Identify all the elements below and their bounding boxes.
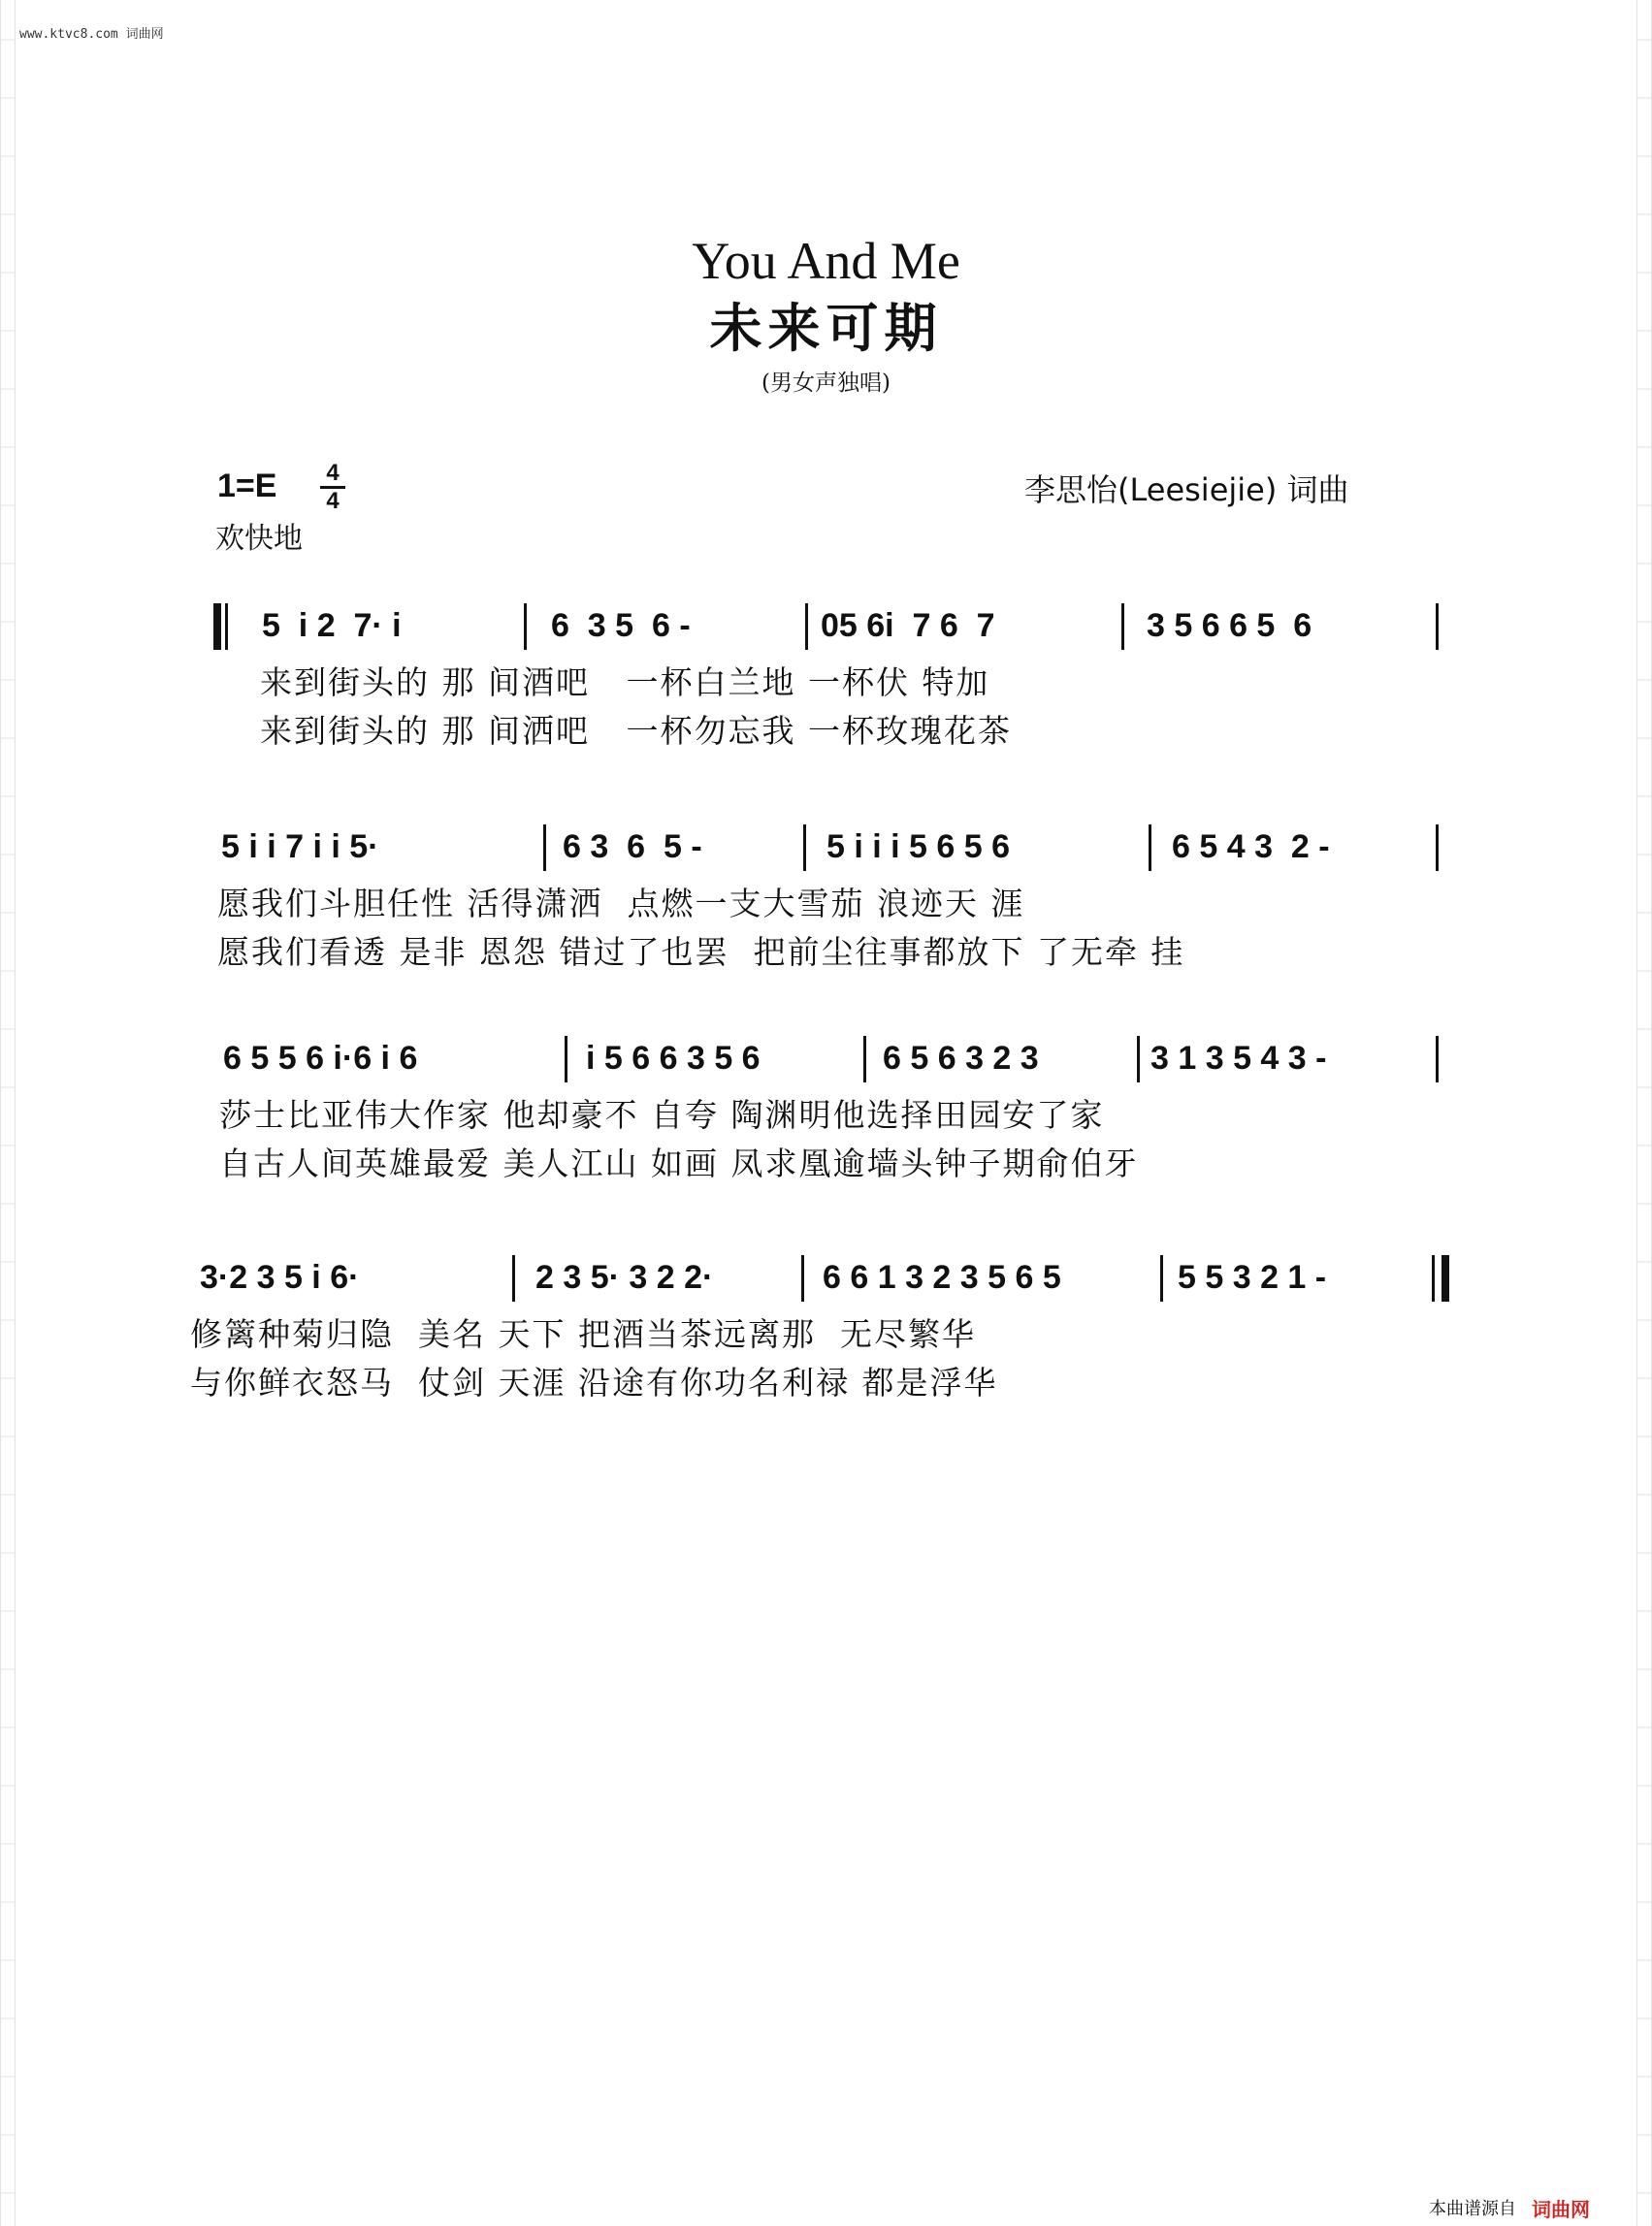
measure-notes: 6 5 5 6 i·6 i 6	[223, 1040, 418, 1077]
measure-notes: 5 i i i 5 6 5 6	[826, 828, 1011, 865]
lyrics-verse-1: 愿我们斗胆任性 活得潇洒 点燃一支大雪茄 浪迹天 涯	[217, 885, 1025, 922]
barline	[1160, 1255, 1163, 1302]
measure-notes: 2 3 5· 3 2 2·	[535, 1259, 714, 1296]
barline	[1121, 603, 1124, 650]
measure-notes: 6 3 5 6 -	[551, 607, 691, 644]
barline	[512, 1255, 515, 1302]
time-signature	[320, 462, 345, 513]
barline	[801, 1255, 804, 1302]
barline	[524, 603, 527, 650]
key-signature: 1=E	[217, 468, 277, 504]
measure-notes: 3 1 3 5 4 3 -	[1150, 1040, 1327, 1077]
barline	[1149, 824, 1151, 871]
final-barline-thin	[1432, 1255, 1435, 1302]
barline	[543, 824, 546, 871]
barline	[565, 1036, 567, 1082]
site-url: www.ktvc8.com 词曲网	[19, 27, 164, 42]
lyrics-verse-2: 来到街头的 那 间洒吧 一杯勿忘我 一杯玫瑰花茶	[260, 712, 1012, 750]
measure-notes: 5 i 2 7· i	[262, 607, 402, 644]
measure-notes: 6 3 6 5 -	[563, 828, 702, 865]
song-title-chinese: 未来可期	[709, 297, 943, 359]
barline	[805, 603, 808, 650]
performance-note: (男女声独唱)	[761, 371, 891, 396]
lyrics-verse-2: 与你鲜衣怒马 仗剑 天涯 沿途有你功名利禄 都是浮华	[190, 1364, 998, 1402]
barline	[1137, 1036, 1140, 1082]
time-signature-top: 4	[326, 460, 340, 486]
barline	[225, 603, 228, 650]
barline	[863, 1036, 866, 1082]
footer-site-logo[interactable]: 词曲网	[1532, 2198, 1590, 2221]
measure-notes: 6 5 4 3 2 -	[1172, 828, 1330, 865]
barline	[1436, 603, 1439, 650]
tempo-marking: 欢快地	[215, 522, 303, 556]
repeat-start-barline	[213, 603, 221, 650]
barline	[1436, 824, 1439, 871]
measure-notes: 6 5 6 3 2 3	[883, 1040, 1039, 1077]
measure-notes: 3·2 3 5 i 6·	[200, 1259, 360, 1296]
footer-source-label: 本曲谱源自	[1429, 2199, 1516, 2219]
measure-notes: 3 5 6 6 5 6	[1147, 607, 1312, 644]
lyrics-verse-1: 莎士比亚伟大作家 他却豪不 自夸 陶渊明他选择田园安了家	[219, 1096, 1105, 1134]
final-barline-thick	[1441, 1255, 1449, 1302]
measure-notes: 5 5 3 2 1 -	[1178, 1259, 1327, 1296]
lyrics-verse-1: 来到街头的 那 间酒吧 一杯白兰地 一杯伏 特加	[260, 663, 990, 701]
song-title-english: You And Me	[692, 232, 960, 290]
barline	[803, 824, 806, 871]
lyrics-verse-2: 愿我们看透 是非 恩怨 错过了也罢 把前尘往事都放下 了无牵 挂	[217, 933, 1185, 971]
lyrics-verse-1: 修篱种菊归隐 美名 天下 把酒当茶远离那 无尽繁华	[190, 1315, 976, 1353]
measure-notes: 5 i i 7 i i 5·	[221, 828, 379, 865]
measure-notes: 6 6 1 3 2 3 5 6 5	[823, 1259, 1061, 1296]
measure-notes: 05 6i 7 6 7	[821, 607, 995, 644]
measure-notes: i 5 6 6 3 5 6	[586, 1040, 761, 1077]
barline	[1436, 1036, 1439, 1082]
composer-credit: 李思怡(Leesiejie) 词曲	[1024, 471, 1349, 508]
time-signature-bottom: 4	[326, 488, 340, 514]
lyrics-verse-2: 自古人间英雄最爱 美人江山 如画 凤求凰逾墙头钟子期俞伯牙	[219, 1145, 1139, 1182]
